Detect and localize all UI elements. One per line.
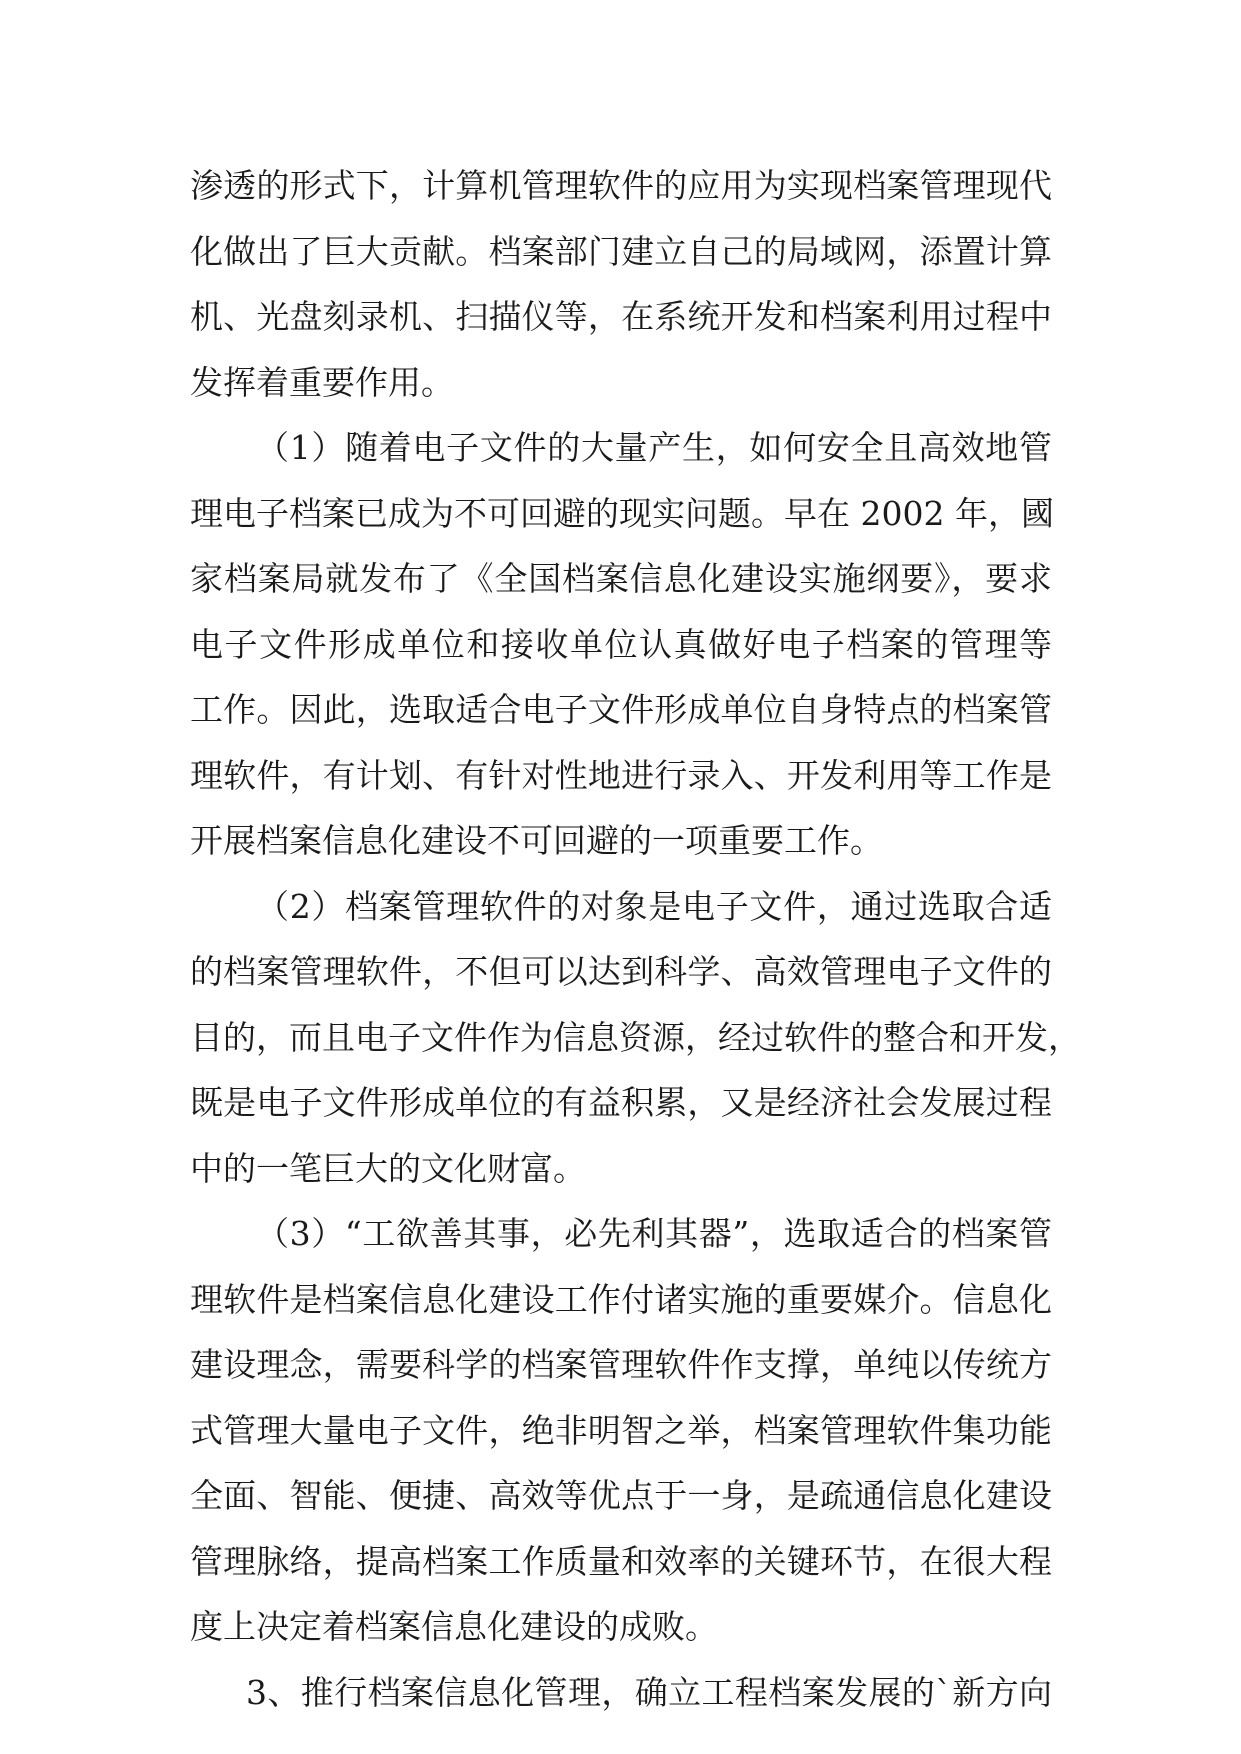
text-line: 理软件是档案信息化建设工作付诸实施的重要媒介。信息化 [190,1279,1052,1319]
text-line: 开展档案信息化建设不可回避的一项重要工作。 [190,821,883,860]
text-line: 工作。因此，选取适合电子文件形成单位自身特点的档案管 [190,690,1052,729]
paragraph-item-3 [190,1201,1052,1660]
text-line: 理电子档案已成为不可回避的现实问题。早在 2002 年，國 [190,493,1054,533]
text-line: 式管理大量电子文件，绝非明智之举，档案管理软件集功能 [190,1410,1052,1450]
paragraph-item-1 [190,415,1052,874]
text-line: 机、光盘刻录机、扫描仪等，在系统开发和档案利用过程中 [190,297,1052,336]
paragraph-item-2 [190,874,1081,1202]
text-line: 电子文件形成单位和接收单位认真做好电子档案的管理等 [190,624,1052,664]
text-line: 理软件，有计划、有针对性地进行录入、开发利用等工作是 [190,755,1052,795]
text-line: 全面、智能、便捷、高效等优点于一身，是疏通信息化建设 [190,1476,1052,1515]
text-line: 建设理念，需要科学的档案管理软件作支撑，单纯以传统方 [190,1345,1052,1384]
section-heading-3 [190,1660,1052,1726]
text-line: 管理脉络，提高档案工作质量和效率的关键环节，在很大程 [190,1541,1052,1581]
text-line: （2）档案管理软件的对象是电子文件，通过选取合适 [256,886,1052,926]
text-line: 发挥着重要作用。 [190,362,454,402]
text-line: 中的一笔巨大的文化财富。 [190,1148,586,1188]
document-body [190,153,1081,1725]
paragraph-intro [190,153,1052,415]
text-line: 家档案局就发布了《全国档案信息化建设实施纲要》，要求 [190,559,1052,598]
text-line: （3）“工欲善其事，必先利其器”，选取适合的档案管 [256,1214,1052,1253]
text-line: 度上决定着档案信息化建设的成败。 [190,1607,718,1646]
text-line: 化做出了巨大贡献。档案部门建立自己的局域网，添置计算 [190,231,1052,271]
section-heading-text: 3、推行档案信息化管理，确立工程档案发展的`新方向 [246,1672,1052,1712]
text-line: （1）随着电子文件的大量产生，如何安全且高效地管 [256,428,1052,467]
text-line: 渗透的形式下，计算机管理软件的应用为实现档案管理现代 [190,166,1052,205]
text-line: 目的，而且电子文件作为信息资源，经过软件的整合和开发， [190,1017,1081,1057]
text-line: 的档案管理软件，不但可以达到科学、高效管理电子文件的 [190,952,1052,991]
text-line: 既是电子文件形成单位的有益积累，又是经济社会发展过程 [190,1083,1052,1122]
